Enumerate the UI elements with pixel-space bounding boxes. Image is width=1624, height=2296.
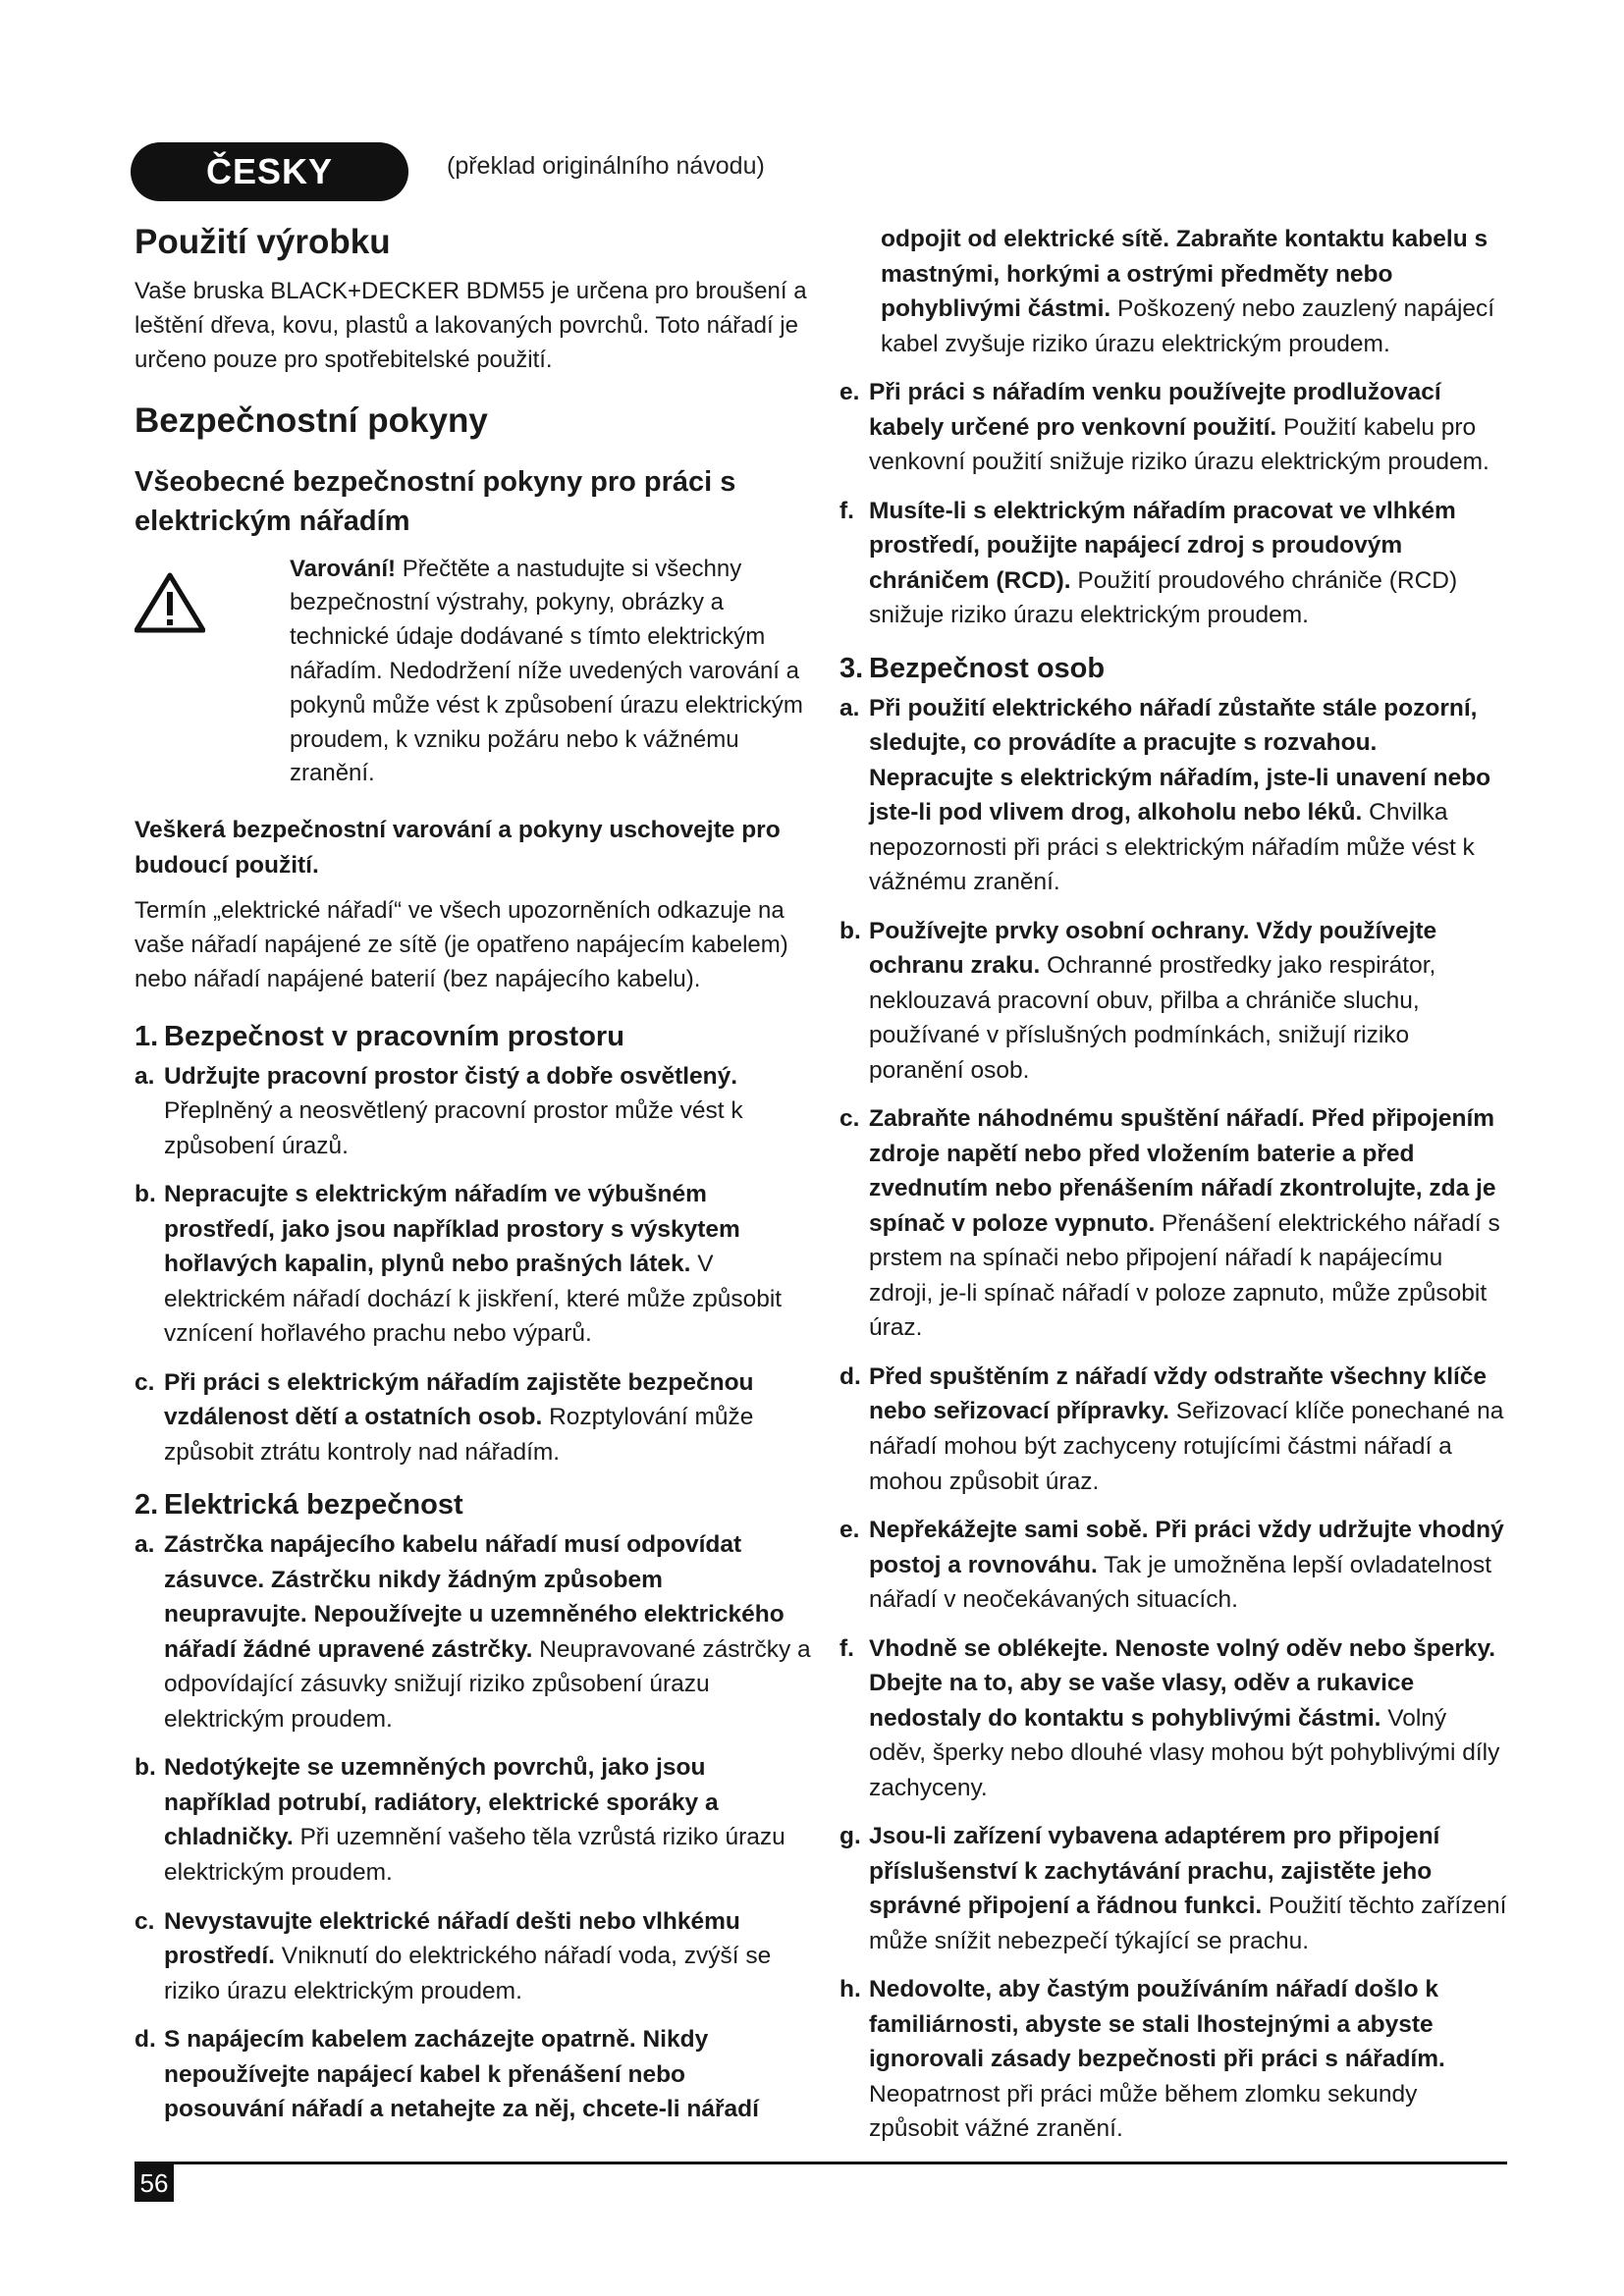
item-normal: V elektrickém nářadí dochází k jiskření, které může způsobit vznícení hořlavého prachu nebo výparů.	[164, 1251, 783, 1348]
item-letter: e.	[839, 379, 860, 406]
item-bold: Zabraňte náhodnému spuštění nářadí. Před připojením zdroje napětí nebo před vložením baterie a před zvednutím nebo přenášením nářadí zkontrolujte, zda je spínač v poloze vypnuto.	[869, 1105, 1496, 1237]
warning-body: Přečtěte a nastudujte si všechny bezpečnostní výstrahy, pokyny, obrázky a technické údaje dodávané s tímto elektrickým nářadím. Nedodržení níže uvedených varování a pokynů může vést k způsobení úrazu elektrickým proudem, k vzniku požáru nebo k vážnému zranění.	[290, 555, 803, 787]
list-item	[839, 914, 1507, 1089]
translation-note: (překlad originálního návodu)	[447, 152, 765, 180]
item-letter: a.	[135, 1531, 155, 1559]
item-bold: Nedotýkejte se uzemněných povrchů, jako jsou například potrubí, radiátory, elektrické sporáky a chladničky.	[164, 1754, 719, 1851]
page-number: 56	[135, 2164, 174, 2202]
item-normal: Neupravované zástrčky a odpovídající zásuvky snižují riziko způsobení úrazu elektrickým proudem.	[164, 1635, 811, 1733]
list-item	[135, 1177, 812, 1352]
list-item	[839, 494, 1507, 633]
list-item	[135, 1365, 812, 1470]
section-2-title	[135, 1489, 812, 1522]
safety-title: Bezpečnostní pokyny	[135, 401, 488, 441]
list-item	[839, 1360, 1507, 1499]
right-column	[839, 222, 1507, 2161]
list-item	[839, 1972, 1507, 2147]
item-normal: Volný oděv, šperky nebo dlouhé vlasy mohou být pohyblivými díly zachyceny.	[869, 1704, 1500, 1801]
list-item	[135, 1059, 812, 1164]
item-normal: Seřizovací klíče ponechané na nářadí mohou být zachyceny rotujícími částmi nářadí a mohou způsobit úraz.	[869, 1398, 1504, 1495]
item-normal: Přeplněný a neosvětlený pracovní prostor může vést k způsobení úrazů.	[164, 1097, 743, 1159]
item-letter: c.	[135, 1368, 155, 1396]
item-letter: f.	[839, 1634, 854, 1662]
warning-label: Varování!	[290, 555, 397, 582]
item-letter: d.	[839, 1362, 861, 1390]
warning-text	[235, 553, 812, 792]
item-bold: Nevystavujte elektrické nářadí dešti nebo vlhkému prostředí.	[164, 1907, 740, 1970]
list-item	[135, 2022, 812, 2127]
footer-rule	[135, 2162, 1507, 2164]
item-letter: f.	[839, 497, 854, 524]
item-bold: Při práci s nářadím venku používejte prodlužovací kabely určené pro venkovní použití.	[869, 379, 1441, 441]
item-bold: Udržujte pracovní prostor čistý a dobře osvětlený.	[164, 1062, 738, 1090]
item-letter: b.	[839, 917, 861, 944]
item-bold: odpojit od elektrické sítě. Zabraňte kontaktu kabelu s mastnými, horkými a ostrými předměty nebo pohyblivými částmi.	[881, 226, 1489, 323]
list-item	[839, 691, 1507, 900]
list-item	[839, 1101, 1507, 1346]
list-item	[135, 1527, 812, 1736]
item-bold: Nepracujte s elektrickým nářadím ve výbušném prostředí, jako jsou například prostory s výskytem hořlavých kapalin, plynů nebo prašných látek.	[164, 1181, 740, 1278]
item-bold: Při práci s elektrickým nářadím zajistěte bezpečnou vzdálenost dětí a ostatních osob.	[164, 1368, 754, 1431]
list-item	[135, 1750, 812, 1890]
item-normal: Neopatrnost při práci může během zlomku sekundy způsobit vážné zranění.	[869, 2080, 1418, 2143]
item-letter: d.	[135, 2026, 156, 2054]
item-normal: Při uzemnění vašeho těla vzrůstá riziko úrazu elektrickým proudem.	[164, 1824, 785, 1886]
list-item	[135, 1904, 812, 2009]
use-text: Vaše bruska BLACK+DECKER BDM55 je určena pro broušení a leštění dřeva, kovu, plastů a lakovaných povrchů. Toto nářadí je určeno pouze pro spotřebitelské použití.	[135, 278, 807, 373]
item-bold: Při použití elektrického nářadí zůstaňte stále pozorní, sledujte, co provádíte a pracujte s rozvahou. Nepracujte s elektrickým nářadím, jste-li unavení nebo jste-li pod vlivem drog, alkoholu nebo léků.	[869, 694, 1491, 827]
left-column	[135, 222, 812, 2141]
item-bold: Vhodně se oblékejte. Nenoste volný oděv nebo šperky. Dbejte na to, aby se vaše vlasy, oděv a rukavice nedostaly do kontaktu s pohyblivými částmi.	[869, 1634, 1496, 1732]
item-bold: Musíte-li s elektrickým nářadím pracovat ve vlhkém prostředí, použijte napájecí zdroj s proudovým chráničem (RCD).	[869, 497, 1456, 594]
list-item	[839, 1819, 1507, 1958]
item-letter: e.	[839, 1517, 860, 1544]
section-title-text: Bezpečnost v pracovním prostoru	[164, 1020, 624, 1052]
item-letter: g.	[839, 1823, 861, 1850]
item-letter: c.	[839, 1105, 860, 1133]
item-normal: Ochranné prostředky jako respirátor, neklouzavá pracovní obuv, přilba a chrániče sluchu, používané v příslušných podmínkách, snižují riziko poranění osob.	[869, 952, 1436, 1084]
item-normal: Tak je umožněna lepší ovladatelnost nářadí v neočekávaných situacích.	[869, 1551, 1492, 1614]
item-bold: Nedovolte, aby častým používáním nářadí došlo k familiárnosti, abyste se stali lhostejnými a abyste ignorovali zásady bezpečnosti při práci s nářadím.	[869, 1976, 1445, 2073]
item-normal: Použití kabelu pro venkovní použití snižuje riziko úrazu elektrickým proudem.	[869, 413, 1489, 476]
item-normal: Poškozený nebo zauzlený napájecí kabel zvyšuje riziko úrazu elektrickým proudem.	[881, 295, 1495, 357]
section-title-text: Bezpečnost osob	[869, 652, 1106, 684]
item-normal: Chvilka nepozornosti při práci s elektrickým nářadím může vést k vážnému zranění.	[869, 799, 1475, 896]
list-item	[839, 375, 1507, 480]
section-title-text: Elektrická bezpečnost	[164, 1489, 463, 1522]
item-normal: Rozptylování může způsobit ztrátu kontroly nad nářadím.	[164, 1404, 754, 1466]
use-title: Použití výrobku	[135, 223, 391, 261]
item-bold: Používejte prvky osobní ochrany. Vždy používejte ochranu zraku.	[869, 917, 1437, 980]
item-letter: c.	[135, 1907, 155, 1935]
section-3-title	[839, 653, 1507, 685]
list-item-continued	[839, 222, 1507, 361]
item-normal: Přenášení elektrického nářadí s prstem na spínači nebo připojení nářadí k napájecímu zdroji, je-li spínač nářadí v poloze zapnuto, může způsobit úraz.	[869, 1209, 1500, 1342]
keep-instructions: Veškerá bezpečnostní varování a pokyny uschovejte pro budoucí použití.	[135, 817, 781, 879]
item-letter: b.	[135, 1181, 156, 1208]
item-letter: a.	[135, 1062, 155, 1090]
item-bold: Zástrčka napájecího kabelu nářadí musí odpovídat zásuvce. Zástrčku nikdy žádným způsobem neupravujte. Nepoužívejte u uzemněného elektrického nářadí žádné upravené zástrčky.	[164, 1531, 785, 1663]
list-item	[839, 1513, 1507, 1618]
item-bold: Před spuštěním z nářadí vždy odstraňte všechny klíče nebo seřizovací přípravky.	[869, 1362, 1488, 1425]
item-letter: a.	[839, 694, 860, 721]
general-safety-title: Všeobecné bezpečnostní pokyny pro práci s elektrickým nářadím	[135, 466, 736, 537]
item-letter: b.	[135, 1754, 156, 1782]
language-badge: ČESKY	[131, 142, 408, 201]
section-number: 1.	[135, 1020, 159, 1052]
item-letter: h.	[839, 1976, 861, 2003]
term-definition: Termín „elektrické nářadí“ ve všech upozorněních odkazuje na vaše nářadí napájené ze sítě (je opatřeno napájecím kabelem) nebo nářadí napájené baterií (bez napájecího kabelu).	[135, 897, 788, 992]
warning-block	[135, 553, 812, 792]
warning-triangle-icon	[135, 572, 205, 633]
item-normal: Použití těchto zařízení může snížit nebezpečí týkající se prachu.	[869, 1893, 1507, 1954]
item-bold: S napájecím kabelem zacházejte opatrně. Nikdy nepoužívejte napájecí kabel k přenášení nebo posouvání nářadí a netahejte za něj, chcete-li nářadí	[164, 2026, 759, 2123]
item-bold: Jsou-li zařízení vybavena adaptérem pro připojení příslušenství k zachytávání prachu, zajistěte jeho správné připojení a řádnou funkci.	[869, 1823, 1440, 1920]
section-1-title	[135, 1021, 812, 1053]
list-item	[839, 1631, 1507, 1806]
item-normal: Vniknutí do elektrického nářadí voda, zvýší se riziko úrazu elektrickým proudem.	[164, 1943, 772, 2004]
section-number: 3.	[839, 652, 864, 684]
section-number: 2.	[135, 1489, 159, 1522]
item-bold: Nepřekážejte sami sobě. Při práci vždy udržujte vhodný postoj a rovnováhu.	[869, 1517, 1504, 1578]
item-normal: Použití proudového chrániče (RCD) snižuje riziko úrazu elektrickým proudem.	[869, 566, 1458, 629]
